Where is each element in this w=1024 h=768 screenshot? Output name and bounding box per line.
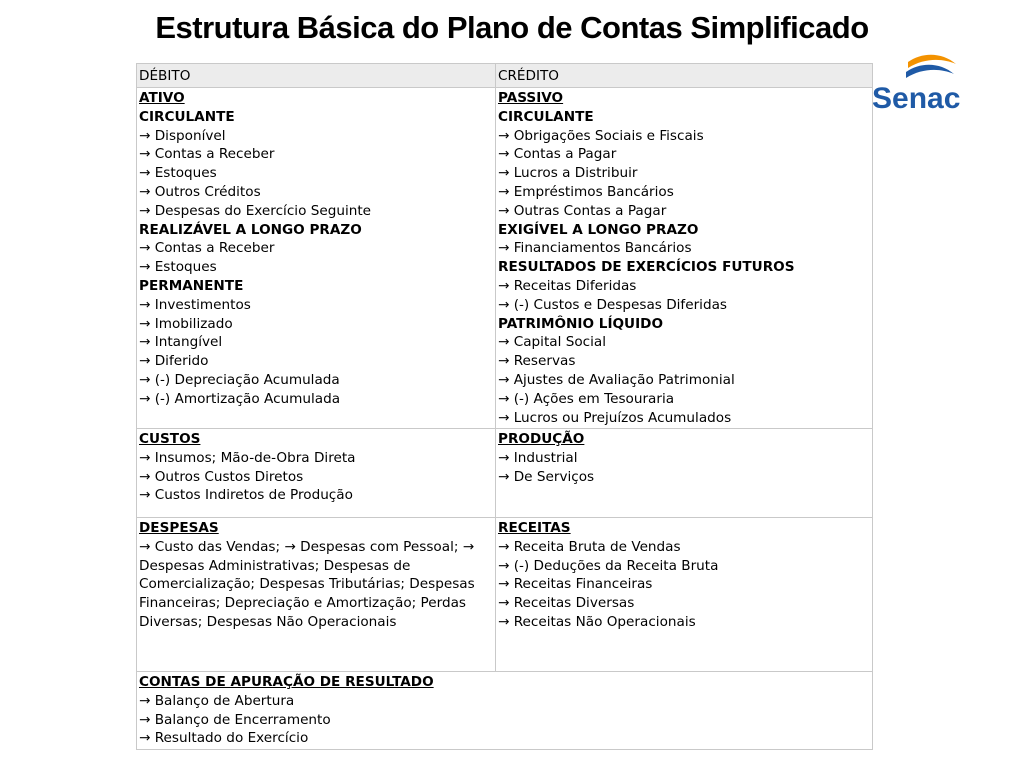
list-item: → Custos Indiretos de Produção	[139, 487, 353, 504]
custos-heading: CUSTOS	[139, 431, 201, 447]
list-item: → Insumos; Mão-de-Obra Direta	[139, 449, 356, 466]
logo-swoosh-blue	[906, 65, 954, 78]
list-item: → Lucros a Distribuir	[498, 165, 638, 182]
list-item: → Balanço de Abertura	[139, 692, 295, 709]
list-item: → Receitas Não Operacionais	[498, 613, 696, 630]
list-item: → Industrial	[498, 449, 578, 466]
apuracao-heading: CONTAS DE APURAÇÃO DE RESULTADO	[139, 674, 434, 690]
list-item: → Empréstimos Bancários	[498, 183, 674, 200]
table-row	[137, 518, 873, 672]
list-item: → Investimentos	[139, 296, 251, 313]
list-item: → Lucros ou Prejuízos Acumulados	[498, 409, 732, 426]
list-item: → Outros Custos Diretos	[139, 468, 304, 485]
list-item: → De Serviços	[498, 468, 595, 485]
page-title: Estrutura Básica do Plano de Contas Simplificado	[155, 10, 869, 45]
list-item: → Disponível	[139, 127, 226, 144]
group-title: CIRCULANTE	[498, 108, 594, 125]
group-title: REALIZÁVEL A LONGO PRAZO	[139, 221, 362, 238]
list-item: → (-) Custos e Despesas Diferidas	[498, 296, 727, 313]
list-item: → Resultado do Exercício	[139, 730, 309, 747]
list-item: → Financiamentos Bancários	[498, 240, 692, 257]
credit-header: CRÉDITO	[496, 64, 873, 88]
list-item: → Receitas Financeiras	[498, 576, 653, 593]
list-item: → Imobilizado	[139, 315, 233, 332]
list-item: → Intangível	[139, 334, 223, 351]
list-item: → Capital Social	[498, 334, 606, 351]
despesas-cell	[137, 518, 496, 672]
list-item: → Outros Créditos	[139, 183, 261, 200]
group-title: RESULTADOS DE EXERCÍCIOS FUTUROS	[498, 259, 795, 276]
list-item: → Obrigações Sociais e Fiscais	[498, 127, 704, 144]
list-item: → Contas a Receber	[139, 146, 275, 163]
list-item: → Contas a Receber	[139, 240, 275, 257]
apuracao-cell	[137, 672, 873, 750]
receitas-cell	[496, 518, 873, 672]
list-item: → (-) Ações em Tesouraria	[498, 390, 675, 407]
logo-text: Senac	[872, 82, 961, 115]
list-item: → Contas a Pagar	[498, 146, 617, 163]
table-row	[137, 88, 873, 429]
list-item: → (-) Amortização Acumulada	[139, 390, 341, 407]
table-header-row	[137, 64, 873, 88]
list-item: → Receitas Diversas	[498, 595, 635, 612]
list-item: → Receitas Diferidas	[498, 277, 637, 294]
passivo-cell	[496, 88, 873, 429]
senac-logo	[870, 48, 980, 120]
group-title: CIRCULANTE	[139, 108, 235, 125]
despesas-text: → Custo das Vendas; → Despesas com Pessoal; → Despesas Administrativas; Despesas de Comercialização; Despesas Tributárias; Despesas Financeiras; Depreciação e Amortização; Perdas Diversas; Despesas Não Operacionais	[139, 538, 475, 630]
list-item: → Ajustes de Avaliação Patrimonial	[498, 371, 735, 388]
list-item: → Estoques	[139, 165, 217, 182]
list-item: → Balanço de Encerramento	[139, 711, 331, 728]
debit-header: DÉBITO	[137, 64, 496, 88]
list-item: → (-) Deduções da Receita Bruta	[498, 557, 719, 574]
table-row	[137, 672, 873, 750]
list-item: → Outras Contas a Pagar	[498, 202, 667, 219]
custos-cell	[137, 429, 496, 518]
group-title: PATRIMÔNIO LÍQUIDO	[498, 315, 663, 332]
ativo-cell	[137, 88, 496, 429]
producao-heading: PRODUÇÃO	[498, 431, 585, 447]
producao-cell	[496, 429, 873, 518]
receitas-heading: RECEITAS	[498, 520, 571, 536]
list-item: → Estoques	[139, 259, 217, 276]
list-item: → Despesas do Exercício Seguinte	[139, 202, 372, 219]
group-title: EXIGÍVEL A LONGO PRAZO	[498, 221, 699, 238]
list-item: → Reservas	[498, 353, 576, 370]
list-item: → (-) Depreciação Acumulada	[139, 371, 340, 388]
group-title: PERMANENTE	[139, 277, 244, 294]
list-item: → Diferido	[139, 353, 209, 370]
chart-of-accounts-table	[136, 63, 873, 750]
ativo-heading: ATIVO	[139, 90, 185, 106]
table-row	[137, 429, 873, 518]
despesas-heading: DESPESAS	[139, 520, 219, 536]
passivo-heading: PASSIVO	[498, 90, 564, 106]
list-item: → Receita Bruta de Vendas	[498, 538, 681, 555]
